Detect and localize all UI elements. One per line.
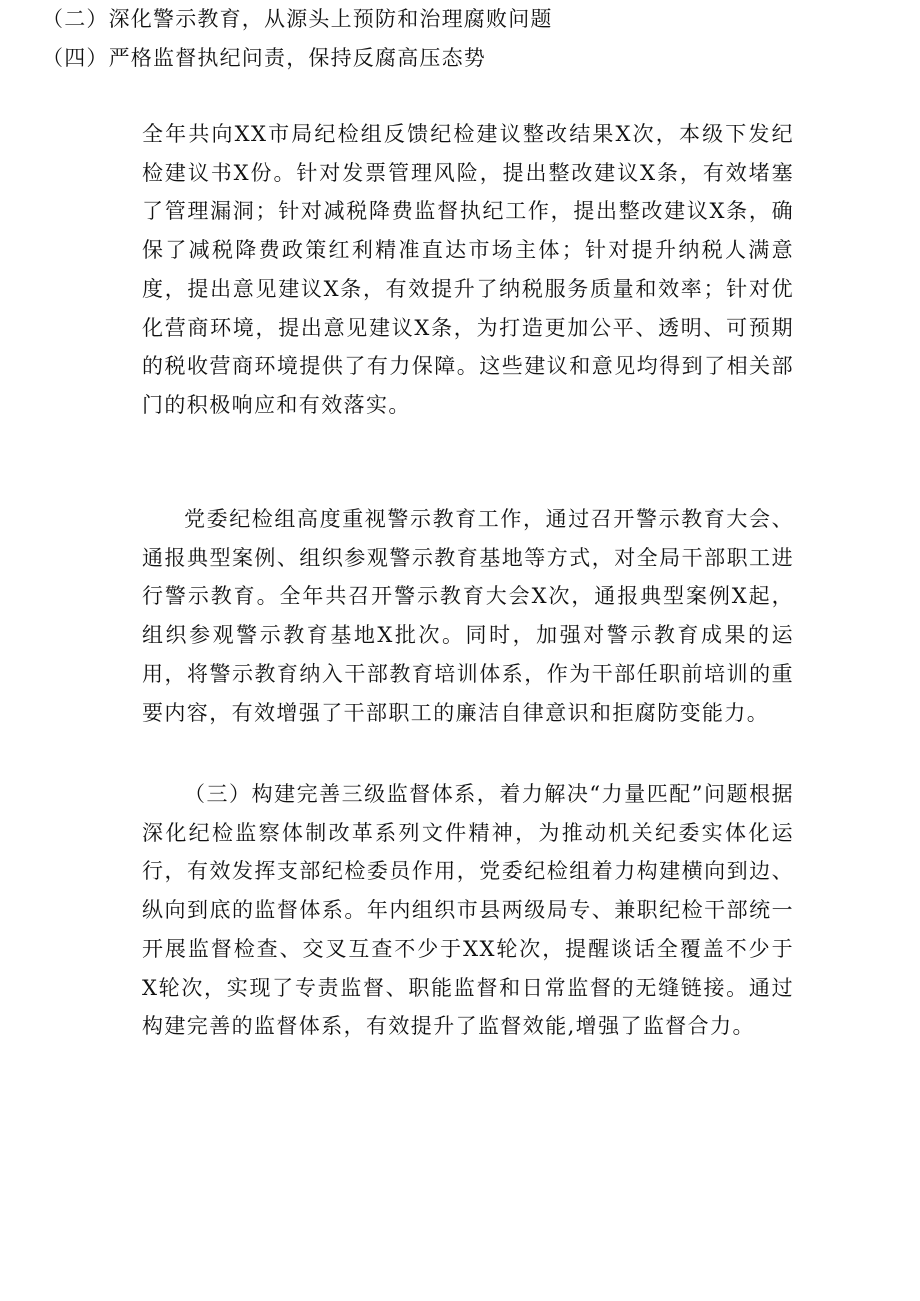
- section-heading-discipline-accountability: （四）严格监督执纪问责，保持反腐高压态势: [42, 45, 486, 70]
- section-heading-warning-education: （二）深化警示教育，从源头上预防和治理腐败问题: [42, 7, 553, 31]
- body-paragraph-feedback-results: 全年共向XX市局纪检组反馈纪检建议整改结果X次，本级下发纪检建议书X份。针对发票管理风险，提出整改建议X条，有效堵塞了管理漏洞；针对减税降费监督执纪工作，提出整改建议X条，确保了减税降费政策红利精准直达市场主体；针对提升纳税人满意度，提出意见建议X条，有效提升了纳税服务质量和效率；针对优化营商环境，提出意见建议X条，为打造更加公平、透明、可预期的税收营商环境提供了有力保障。这些建议和意见均得到了相关部门的积极响应和有效落实。: [142, 122, 794, 417]
- body-paragraph-warning-education: 党委纪检组高度重视警示教育工作，通过召开警示教育大会、通报典型案例、组织参观警示教育基地等方式，对全局干部职工进行警示教育。全年共召开警示教育大会X次，通报典型案例X起，组织参观警示教育基地X批次。同时，加强对警示教育成果的运用，将警示教育纳入干部教育培训体系，作为干部任职前培训的重要内容，有效增强了干部职工的廉洁自律意识和拒腐防变能力。: [142, 507, 794, 725]
- body-paragraph-supervision-system: （三）构建完善三级监督体系，着力解决“力量匹配”问题根据深化纪检监察体制改革系列文件精神，为推动机关纪委实体化运行，有效发挥支部纪检委员作用，党委纪检组着力构建横向到边、纵向到底的监督体系。年内组织市县两级局专、兼职纪检干部统一开展监督检查、交叉互查不少于XX轮次，提醒谈话全覆盖不少于X轮次，实现了专责监督、职能监督和日常监督的无缝链接。通过构建完善的监督体系，有效提升了监督效能,增强了监督合力。: [142, 782, 794, 1039]
